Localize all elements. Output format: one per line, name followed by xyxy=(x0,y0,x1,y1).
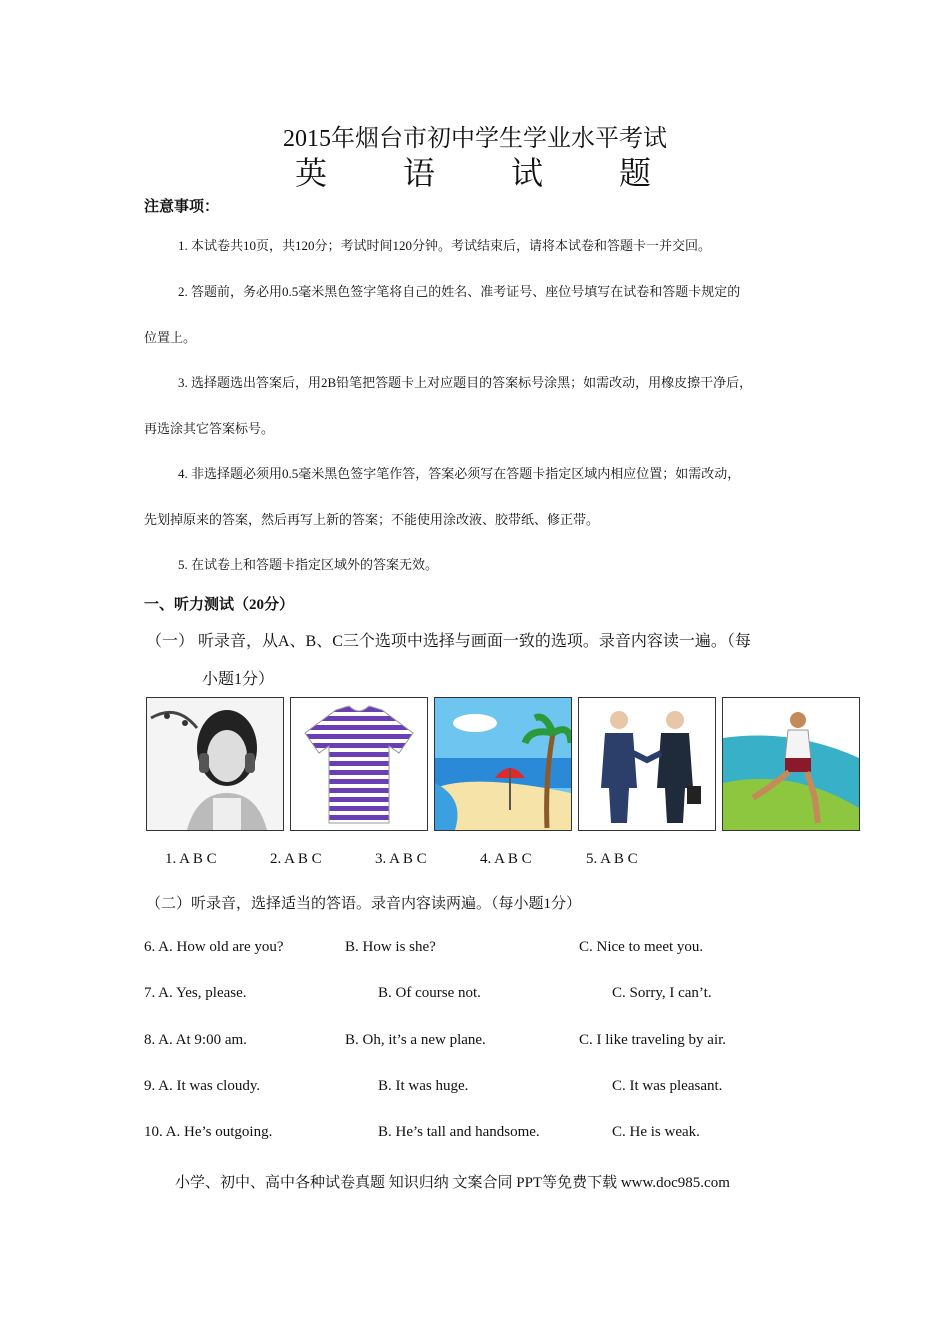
q7-b: B. Of course not. xyxy=(378,985,481,1001)
picture-option-4: 4. A B C xyxy=(480,851,532,867)
exam-subtitle: 英 语 试 题 xyxy=(294,155,685,191)
q10-a: 10. A. He’s outgoing. xyxy=(144,1124,273,1140)
note-4-cont: 先划掉原来的答案，然后再写上新的答案；不能使用涂改液、胶带纸、修正带。 xyxy=(144,512,600,527)
picture-option-3: 3. A B C xyxy=(375,851,427,867)
note-2: 2. 答题前，务必用0.5毫米黑色签字笔将自己的姓名、准考证号、座位号填写在试卷和答题卡规定的 xyxy=(178,284,741,299)
note-4: 4. 非选择题必须用0.5毫米黑色签字笔作答，答案必须写在答题卡指定区域内相应位置；如需改动， xyxy=(178,466,741,481)
picture-striped-shirt xyxy=(290,697,428,831)
note-1: 1. 本试卷共10页，共120分；考试时间120分钟。考试结束后，请将本试卷和答题卡一并交回。 xyxy=(178,238,712,253)
picture-option-2: 2. A B C xyxy=(270,851,322,867)
q7-c: C. Sorry, I can’t. xyxy=(612,985,712,1001)
picture-girl-headphones xyxy=(146,697,284,831)
note-2-cont: 位置上。 xyxy=(144,330,197,345)
q9-a: 9. A. It was cloudy. xyxy=(144,1078,261,1094)
section-heading: 一、听力测试（20分） xyxy=(144,597,295,613)
q10-b: B. He’s tall and handsome. xyxy=(378,1124,540,1140)
q7-a: 7. A. Yes, please. xyxy=(144,985,247,1001)
q8-c: C. I like traveling by air. xyxy=(579,1032,727,1048)
q6-a: 6. A. How old are you? xyxy=(144,939,284,955)
picture-beach xyxy=(434,697,572,831)
note-5: 5. 在试卷上和答题卡指定区域外的答案无效。 xyxy=(178,557,439,572)
picture-option-5: 5. A B C xyxy=(586,851,638,867)
part1-instruction-cont: 小题1分） xyxy=(202,671,275,688)
q8-a: 8. A. At 9:00 am. xyxy=(144,1032,247,1048)
picture-runner xyxy=(722,697,860,831)
note-3: 3. 选择题选出答案后，用2B铅笔把答题卡上对应题目的答案标号涂黑；如需改动，用橡皮擦干净后， xyxy=(178,375,753,390)
exam-title: 2015年烟台市初中学生学业水平考试 xyxy=(283,126,667,152)
q10-c: C. He is weak. xyxy=(612,1124,700,1140)
picture-handshake xyxy=(578,697,716,831)
q8-b: B. Oh, it’s a new plane. xyxy=(345,1032,486,1048)
part2-instruction: （二）听录音，选择适当的答语。录音内容读两遍。（每小题1分） xyxy=(146,896,582,912)
q9-c: C. It was pleasant. xyxy=(612,1078,723,1094)
q6-c: C. Nice to meet you. xyxy=(579,939,704,955)
q9-b: B. It was huge. xyxy=(378,1078,469,1094)
part1-instruction: （一） 听录音，从A、B、C三个选项中选择与画面一致的选项。录音内容读一遍。（每 xyxy=(146,633,751,650)
footer-ad: 小学、初中、高中各种试卷真题 知识归纳 文案合同 PPT等免费下载 www.doc985.com xyxy=(175,1175,730,1191)
notes-heading: 注意事项： xyxy=(144,199,220,215)
q6-b: B. How is she? xyxy=(345,939,436,955)
picture-option-1: 1. A B C xyxy=(165,851,217,867)
note-3-cont: 再选涂其它答案标号。 xyxy=(144,421,275,436)
